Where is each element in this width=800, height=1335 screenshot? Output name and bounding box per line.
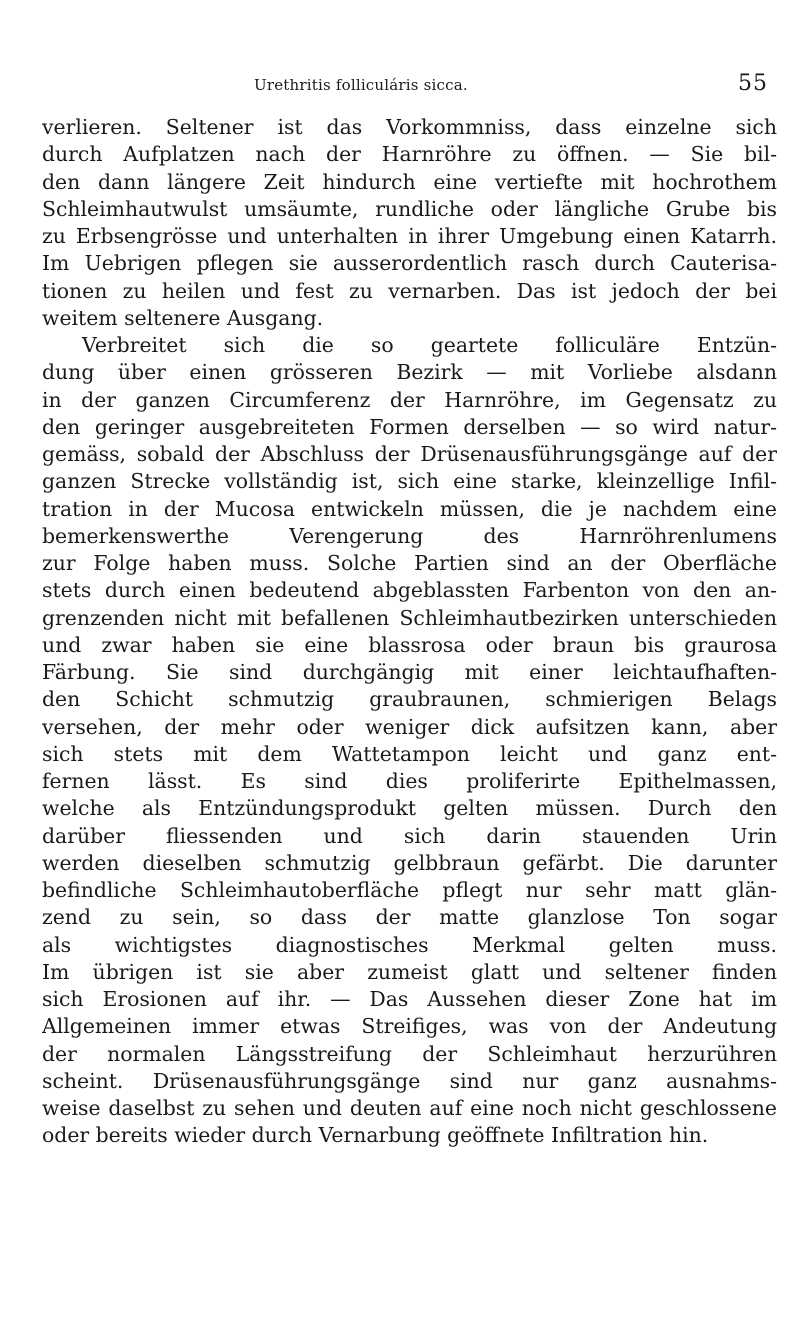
text-line: welche als Entzündungsprodukt gelten müssen. Durch den [42, 796, 777, 821]
text-line: scheint. Drüsenausführungsgänge sind nur ganz ausnahms- [42, 1068, 777, 1093]
text-line: und zwar haben sie eine blassrosa oder braun bis graurosa [42, 632, 777, 657]
text-line: zur Folge haben muss. Solche Partien sind an der Oberfläche [42, 551, 777, 575]
text-line: Im übrigen ist sie aber zumeist glatt und seltener finden [42, 959, 777, 984]
body-text [42, 114, 777, 1150]
text-line: darüber fliessenden und sich darin stauenden Urin [42, 823, 777, 848]
text-line: als wichtigstes diagnostisches Merkmal gelten muss. [42, 932, 777, 957]
text-line: weise daselbst zu sehen und deuten auf eine noch nicht geschlossene [42, 1096, 777, 1120]
text-line: verlieren. Seltener ist das Vorkommniss, dass einzelne sich [42, 115, 777, 139]
text-line: sich stets mit dem Wattetampon leicht und ganz ent- [42, 741, 777, 766]
page-number: 55 [738, 71, 768, 96]
text-line: befindliche Schleimhautoberfläche pflegt nur sehr matt glän- [42, 878, 777, 902]
text-line: stets durch einen bedeutend abgeblassten Farbenton von den an- [42, 578, 777, 603]
text-line: werden dieselben schmutzig gelbbraun gefärbt. Die darunter [42, 850, 777, 875]
running-head: Urethritis folliculáris sicca. [254, 76, 468, 94]
text-line: weitem seltenere Ausgang. [42, 305, 324, 330]
text-line: in der ganzen Circumferenz der Harnröhre, im Gegensatz zu [42, 387, 777, 412]
text-line: zu Erbsengrösse und unterhalten in ihrer Umgebung einen Katarrh. [42, 224, 777, 248]
text-line: tration in der Mucosa entwickeln müssen, die je nachdem eine [42, 496, 777, 521]
text-line: ganzen Strecke vollständig ist, sich eine starke, kleinzellige Infil- [42, 469, 777, 494]
text-line: versehen, der mehr oder weniger dick aufsitzen kann, aber [42, 714, 777, 739]
text-line: Schleimhautwulst umsäumte, rundliche oder längliche Grube bis [42, 196, 777, 221]
text-line: gemäss, sobald der Abschluss der Drüsenausführungsgänge auf der [42, 442, 777, 466]
text-line: der normalen Längsstreifung der Schleimhaut herzurühren [42, 1041, 777, 1066]
text-line: oder bereits wieder durch Vernarbung geöffnete Infiltration hin. [42, 1123, 709, 1148]
paragraph-start-line: Verbreitet sich die so geartete folliculäre Entzün- [82, 333, 777, 357]
text-line: zend zu sein, so dass der matte glanzlose Ton sogar [42, 905, 777, 930]
text-line: Im Uebrigen pflegen sie ausserordentlich rasch durch Cauterisa- [42, 251, 777, 276]
text-line: den Schicht schmutzig graubraunen, schmierigen Belags [42, 687, 777, 712]
text-line: durch Aufplatzen nach der Harnröhre zu öffnen. — Sie bil- [42, 142, 777, 167]
text-line: den geringer ausgebreiteten Formen derselben — so wird natur- [42, 414, 777, 439]
text-line: dung über einen grösseren Bezirk — mit Vorliebe alsdann [42, 360, 777, 385]
text-line: fernen lässt. Es sind dies proliferirte Epithelmassen, [42, 769, 777, 793]
text-line: Allgemeinen immer etwas Streifiges, was von der Andeutung [42, 1014, 777, 1039]
text-line: Färbung. Sie sind durchgängig mit einer leichtaufhaften- [42, 660, 777, 684]
text-line: sich Erosionen auf ihr. — Das Aussehen dieser Zone hat im [42, 987, 777, 1011]
text-line: bemerkenswerthe Verengerung des Harnröhrenlumens [42, 523, 777, 548]
page-header [0, 62, 800, 102]
text-line: grenzenden nicht mit befallenen Schleimhautbezirken unterschieden [42, 605, 777, 630]
text-line: den dann längere Zeit hindurch eine vertiefte mit hochrothem [42, 169, 777, 194]
text-line: tionen zu heilen und fest zu vernarben. Das ist jedoch der bei [42, 278, 777, 303]
